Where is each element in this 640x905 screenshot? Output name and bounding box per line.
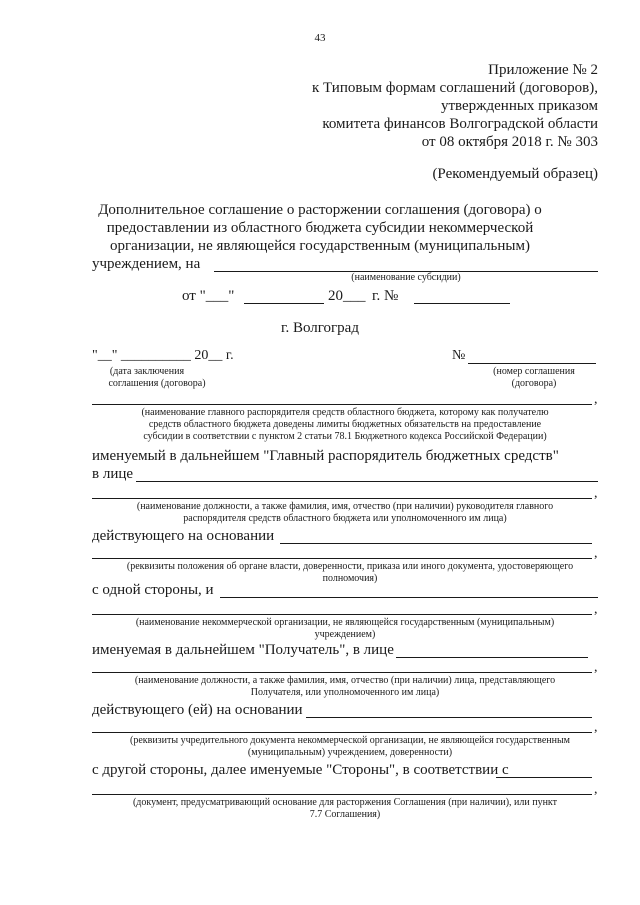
gr-person-field[interactable] xyxy=(136,481,598,482)
comma: , xyxy=(594,486,598,501)
agreement-date-field[interactable]: "__" __________ 20__ г. xyxy=(92,348,234,363)
nko-name-field-1[interactable] xyxy=(220,597,598,598)
recipient-basis-field[interactable] xyxy=(306,717,592,718)
page-number: 43 xyxy=(314,32,326,44)
gr-name-field[interactable] xyxy=(92,404,592,405)
comma: , xyxy=(594,660,598,675)
position-caption: (наименование должности, а также фамилия, имя, отчество (при наличии) руководителя главного распорядителя средств областного бюджета или уполномоченного им лица) xyxy=(136,501,554,524)
gr-caption: (наименование главного распорядителя средств областного бюджета, которому как получателю средств областного бюджета доведены лимиты бюджетных обязательств на предоставление субсидии в соответствии с пунктом 2 статьи 78.1 Бюджетного кодекса Российской Федерации) xyxy=(141,407,549,442)
gr-requisites-field[interactable] xyxy=(92,558,592,559)
from-date-suffix: г. № xyxy=(372,288,399,304)
agreement-number-field[interactable] xyxy=(468,363,596,364)
from-date-prefix: от "___" xyxy=(182,288,235,304)
recipient-position-caption: (наименование должности, а также фамилия, имя, отчество (при наличии) лица, представляющего Получателя, или уполномоченного им лица) xyxy=(134,675,556,698)
gr-position-field[interactable] xyxy=(92,498,592,499)
agreement-date-caption-1: (дата заключения xyxy=(109,366,185,377)
recipient-position-field[interactable] xyxy=(92,672,592,673)
recommended-sample: (Рекомендуемый образец) xyxy=(432,166,598,182)
comma: , xyxy=(594,782,598,797)
from-number-field[interactable] xyxy=(414,303,510,304)
agreement-date-caption-2: соглашения (договора) xyxy=(108,378,206,389)
header-line-5: от 08 октября 2018 г. № 303 xyxy=(421,134,598,150)
title-line-3: организации, не являющейся государственным (муниципальным) xyxy=(110,238,530,254)
header-line-1: Приложение № 2 xyxy=(488,62,598,78)
recipient-person-field[interactable] xyxy=(396,657,588,658)
founding-caption: (реквизиты учредительного документа некоммерческой организации, не являющейся государственным (муниципальным) учреждением, доверенности) xyxy=(129,735,571,758)
document-basis-field-1[interactable] xyxy=(496,777,592,778)
agreement-number-caption-2: (договора) xyxy=(511,378,557,389)
comma: , xyxy=(594,720,598,735)
document-basis-field-2[interactable] xyxy=(92,794,592,795)
recipient-founding-field[interactable] xyxy=(92,732,592,733)
title-line-2: предоставлении из областного бюджета субсидии некоммерческой xyxy=(106,220,534,236)
gr-basis-field[interactable] xyxy=(280,543,592,544)
named-gr: именуемый в дальнейшем "Главный распорядитель бюджетных средств" xyxy=(92,448,559,464)
other-side-label: с другой стороны, далее именуемые "Стороны", в соответствии с xyxy=(92,762,509,778)
comma: , xyxy=(594,392,598,407)
agreement-number-label: № xyxy=(452,348,466,363)
subsidy-caption: (наименование субсидии) xyxy=(351,272,461,283)
from-date-year: 20___ xyxy=(328,288,366,304)
from-date-month-field[interactable] xyxy=(244,303,324,304)
comma: , xyxy=(594,602,598,617)
city: г. Волгоград xyxy=(281,320,359,336)
title-line-4: учреждением, на xyxy=(92,256,201,272)
in-person-label: в лице xyxy=(92,466,134,482)
header-line-4: комитета финансов Волгоградской области xyxy=(322,116,598,132)
header-line-3: утвержденных приказом xyxy=(440,98,598,114)
header-line-2: к Типовым формам соглашений (договоров), xyxy=(311,80,598,96)
comma: , xyxy=(594,546,598,561)
nko-caption: (наименование некоммерческой организации, не являющейся государственным (муниципальным) учреждением) xyxy=(135,617,555,640)
acting-basis-2-label: действующего (ей) на основании xyxy=(92,702,303,718)
one-side-label: с одной стороны, и xyxy=(92,582,214,598)
agreement-number-caption-1: (номер соглашения xyxy=(493,366,575,377)
document-caption: (документ, предусматривающий основание для расторжения Соглашения (при наличии), или пункт 7.7 Соглашения) xyxy=(132,797,558,820)
title-line-1: Дополнительное соглашение о расторжении соглашения (договора) о xyxy=(98,202,542,218)
named-recipient: именуемая в дальнейшем "Получатель", в лице xyxy=(92,642,394,658)
requisites-caption: (реквизиты положения об органе власти, доверенности, приказа или иного документа, удостоверяющего полномочия) xyxy=(126,561,574,584)
nko-name-field-2[interactable] xyxy=(92,614,592,615)
acting-basis-label: действующего на основании xyxy=(92,528,275,544)
